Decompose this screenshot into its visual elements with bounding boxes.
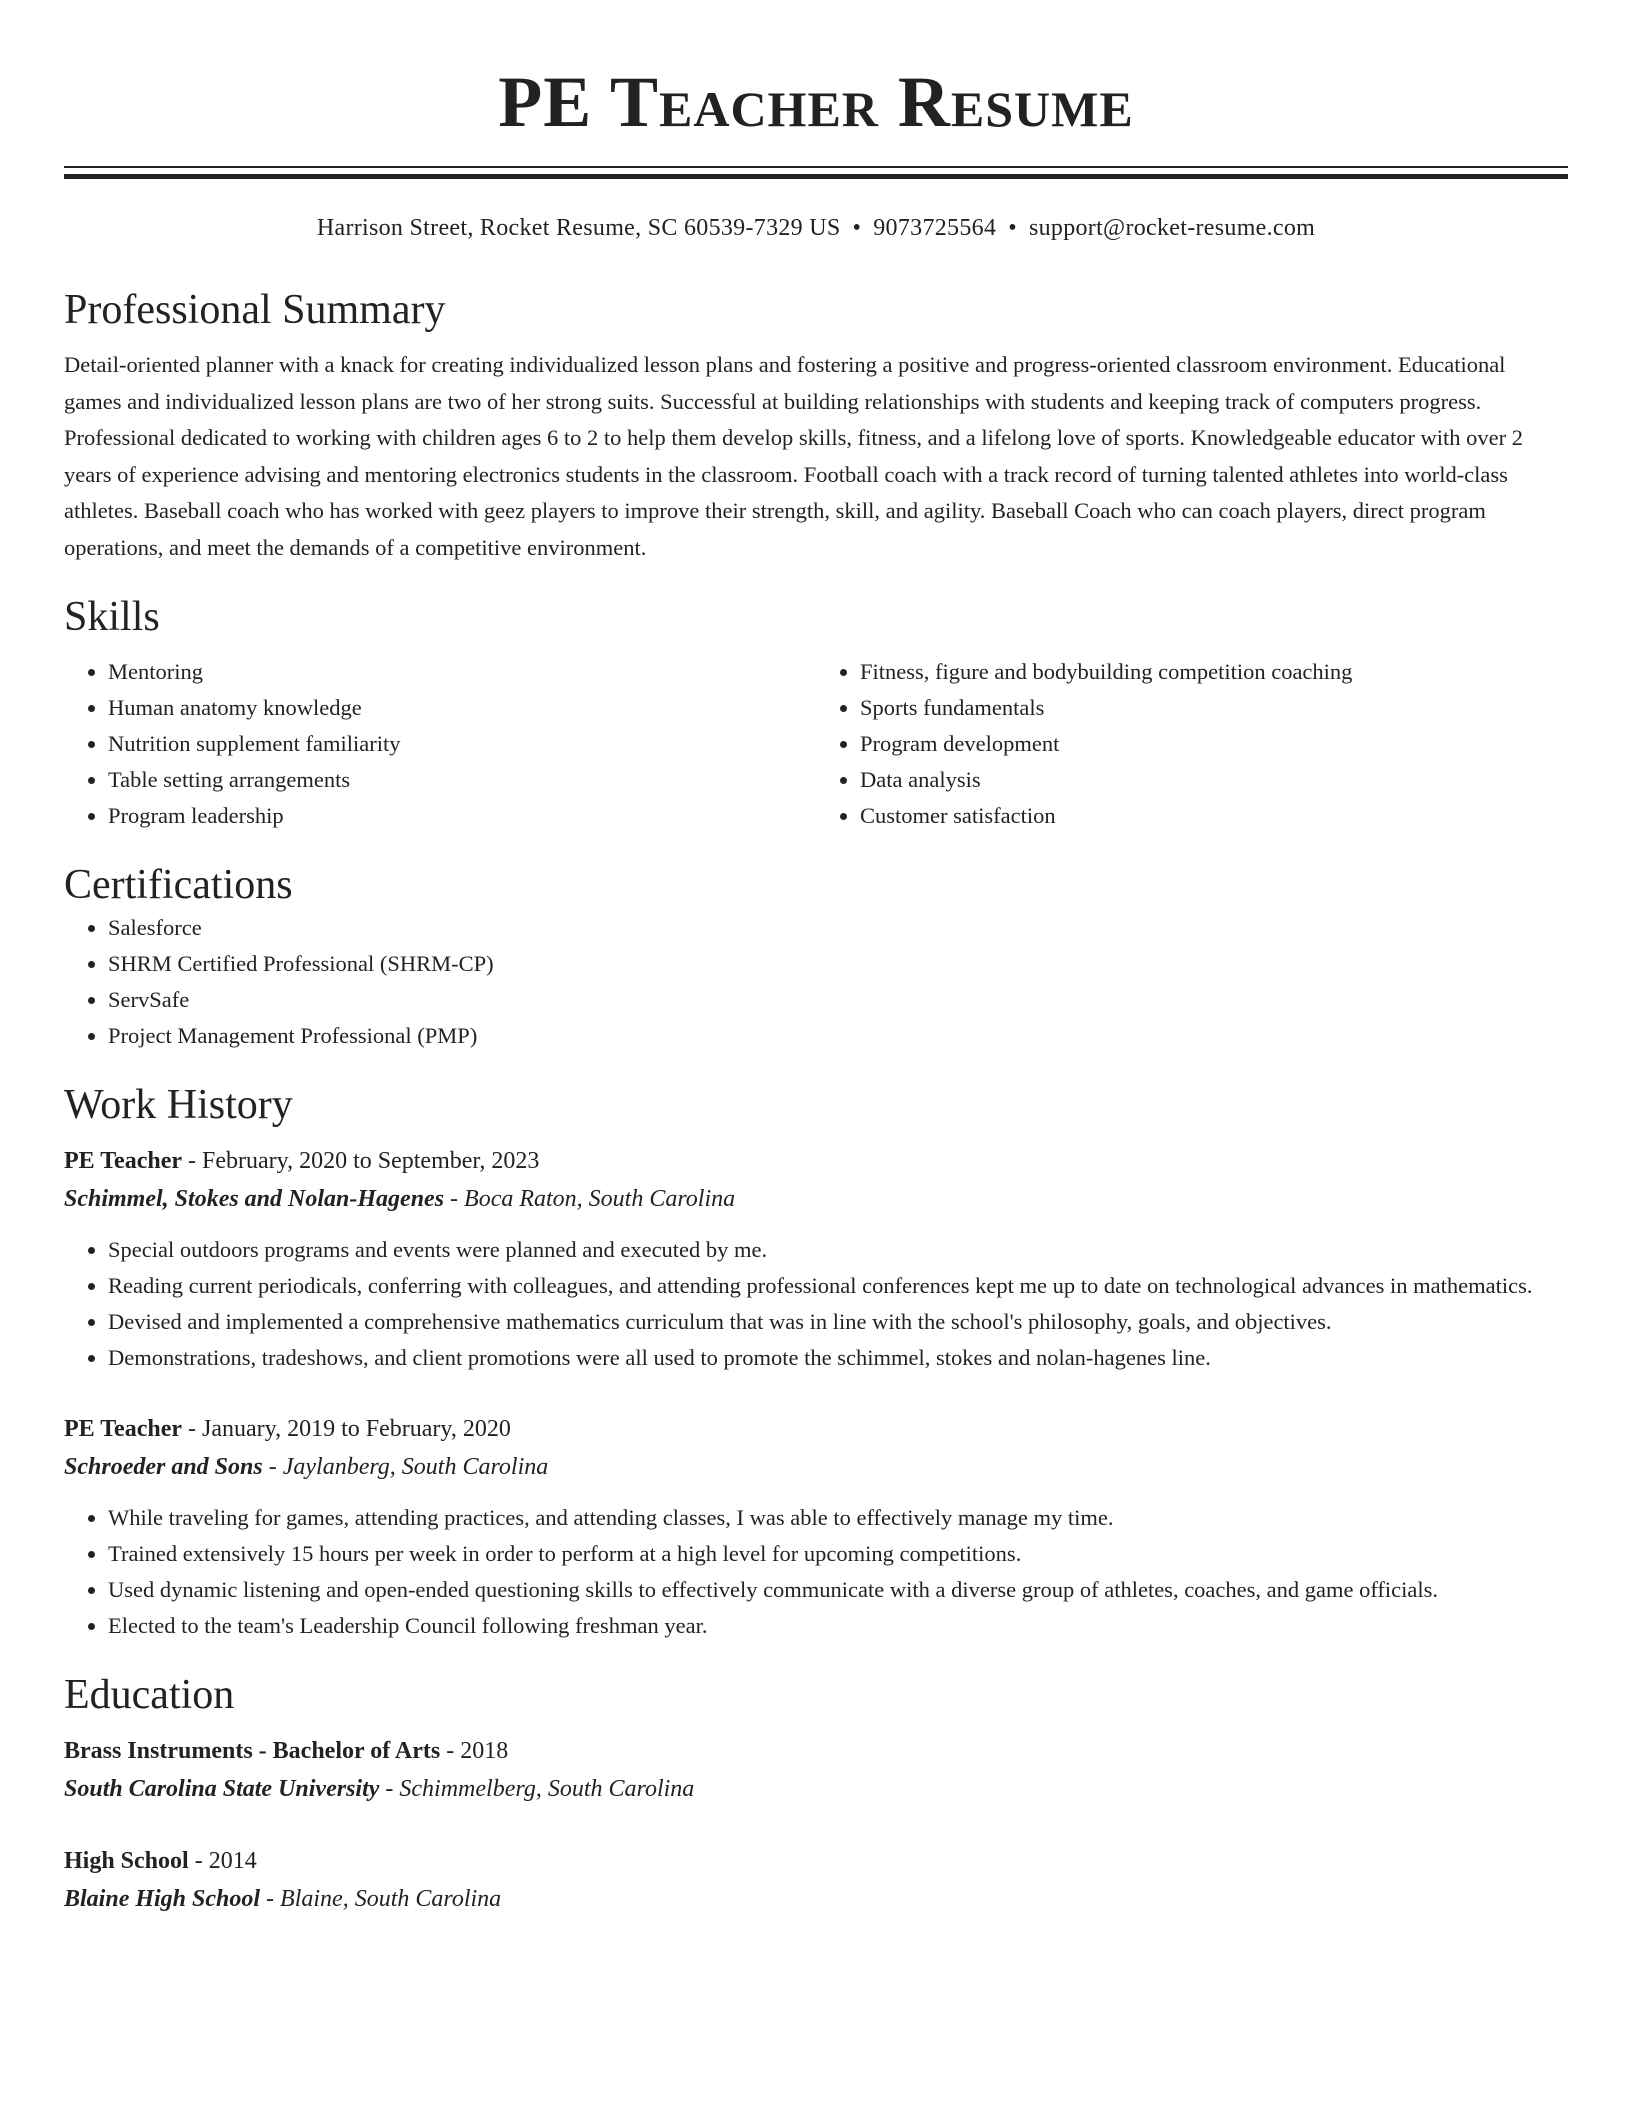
job-title-line: PE Teacher - January, 2019 to February, 2020: [64, 1416, 511, 1442]
job-title: PE Teacher: [64, 1416, 182, 1442]
education-entry: [64, 1732, 1568, 1808]
education-entry: [64, 1842, 1568, 1918]
job-company-line: Schroeder and Sons - Jaylanberg, South Carolina: [64, 1454, 549, 1480]
job-company: Schroeder and Sons: [64, 1454, 263, 1480]
job-company-line: Schimmel, Stokes and Nolan-Hagenes - Boca Raton, South Carolina: [64, 1186, 736, 1212]
job-bullets: [64, 1500, 1568, 1644]
work-history-heading: Work History: [64, 1082, 293, 1128]
skills-heading: Skills: [64, 594, 160, 640]
skill-item: • Mentoring: [108, 654, 816, 690]
skill-item: • Table setting arrangements: [108, 762, 816, 798]
job-title-line: PE Teacher - February, 2020 to September, 2023: [64, 1148, 540, 1174]
education-year: 2014: [208, 1848, 257, 1874]
skill-item: • Human anatomy knowledge: [108, 690, 816, 726]
certification-item: • ServSafe: [108, 982, 1568, 1018]
contact-separator: •: [1008, 215, 1017, 241]
certification-item: • SHRM Certified Professional (SHRM-CP): [108, 946, 1568, 982]
certifications-list: [64, 910, 1568, 1054]
skill-item: • Data analysis: [860, 762, 1568, 798]
education-section: [64, 1670, 1568, 1918]
certification-item: • Project Management Professional (PMP): [108, 1018, 1568, 1054]
job-title: PE Teacher: [64, 1148, 182, 1174]
skill-item: • Program leadership: [108, 798, 816, 834]
skill-item: • Nutrition supplement familiarity: [108, 726, 816, 762]
contact-separator: •: [852, 215, 862, 241]
job-bullets: [64, 1232, 1568, 1376]
education-school-line: Blaine High School - Blaine, South Carolina: [64, 1886, 502, 1912]
job-bullet: • Special outdoors programs and events were planned and executed by me.: [108, 1232, 1568, 1268]
skill-item: • Program development: [860, 726, 1568, 762]
certifications-heading: Certifications: [64, 862, 293, 908]
education-degree: High School: [64, 1848, 189, 1874]
education-location: Schimmelberg, South Carolina: [399, 1776, 695, 1802]
education-location: Blaine, South Carolina: [280, 1886, 502, 1912]
resume-title: PE Teacher Resume: [498, 62, 1134, 142]
contact-email[interactable]: support@rocket-resume.com: [1028, 215, 1316, 241]
summary-heading: Professional Summary: [64, 287, 446, 333]
job-entry: [64, 1142, 1568, 1376]
education-school: Blaine High School: [64, 1886, 261, 1912]
contact-line: [64, 213, 1568, 243]
skills-section: [64, 592, 1568, 834]
education-degree: Brass Instruments - Bachelor of Arts: [64, 1738, 441, 1764]
summary-section: [64, 285, 1568, 566]
skill-item: • Fitness, figure and bodybuilding competition coaching: [860, 654, 1568, 690]
job-dates: January, 2019 to February, 2020: [202, 1416, 511, 1442]
education-heading: Education: [64, 1672, 235, 1718]
job-location: Boca Raton, South Carolina: [464, 1186, 736, 1212]
work-history-section: [64, 1080, 1568, 1644]
job-company: Schimmel, Stokes and Nolan-Hagenes: [64, 1186, 445, 1212]
job-bullet: • Demonstrations, tradeshows, and client promotions were all used to promote the schimmel, stokes and nolan-hagenes line.: [108, 1340, 1568, 1376]
education-school-line: South Carolina State University - Schimmelberg, South Carolina: [64, 1776, 695, 1802]
job-bullet: • Reading current periodicals, conferring with colleagues, and attending professional conferences kept me up to date on technological advances in mathematics.: [108, 1268, 1568, 1304]
skill-item: • Sports fundamentals: [860, 690, 1568, 726]
certifications-section: [64, 860, 1568, 1054]
education-degree-line: High School - 2014: [64, 1848, 257, 1874]
skills-columns: [64, 654, 1568, 834]
title-divider-thin: [64, 166, 1568, 168]
job-entry: [64, 1410, 1568, 1644]
title-divider-thick: [64, 174, 1568, 179]
job-bullet: • Trained extensively 15 hours per week in order to perform at a high level for upcoming competitions.: [108, 1536, 1568, 1572]
education-school: South Carolina State University: [64, 1776, 380, 1802]
job-location: Jaylanberg, South Carolina: [282, 1454, 549, 1480]
job-bullet: • Elected to the team's Leadership Council following freshman year.: [108, 1608, 1568, 1644]
skill-item: • Customer satisfaction: [860, 798, 1568, 834]
contact-address: Harrison Street, Rocket Resume, SC 60539-7329 US: [316, 215, 841, 241]
skills-list-right: [816, 654, 1568, 834]
job-dates: February, 2020 to September, 2023: [202, 1148, 540, 1174]
certification-item: • Salesforce: [108, 910, 1568, 946]
contact-phone: 9073725564: [873, 215, 997, 241]
summary-text: Detail-oriented planner with a knack for creating individualized lesson plans and fostering a positive and progress-oriented classroom environment. Educational games and individualized lesson plans are two of her strong suits. Successful at building relationships with students and keeping track of computers progress. Professional dedicated to working with children ages 6 to 2 to help them develop skills, fitness, and a lifelong love of sports. Knowledgeable educator with over 2 years of experience advising and mentoring electronics students in the classroom. Football coach with a track record of turning talented athletes into world-class athletes. Baseball coach who has worked with geez players to improve their strength, skill, and agility. Baseball Coach who can coach players, direct program operations, and meet the demands of a competitive environment.: [64, 352, 1524, 560]
skills-list-left: [64, 654, 816, 834]
education-year: 2018: [460, 1738, 509, 1764]
job-bullet: • Used dynamic listening and open-ended questioning skills to effectively communicate with a diverse group of athletes, coaches, and game officials.: [108, 1572, 1568, 1608]
education-degree-line: Brass Instruments - Bachelor of Arts - 2018: [64, 1738, 509, 1764]
job-bullet: • While traveling for games, attending practices, and attending classes, I was able to effectively manage my time.: [108, 1500, 1568, 1536]
job-bullet: • Devised and implemented a comprehensive mathematics curriculum that was in line with the school's philosophy, goals, and objectives.: [108, 1304, 1568, 1340]
